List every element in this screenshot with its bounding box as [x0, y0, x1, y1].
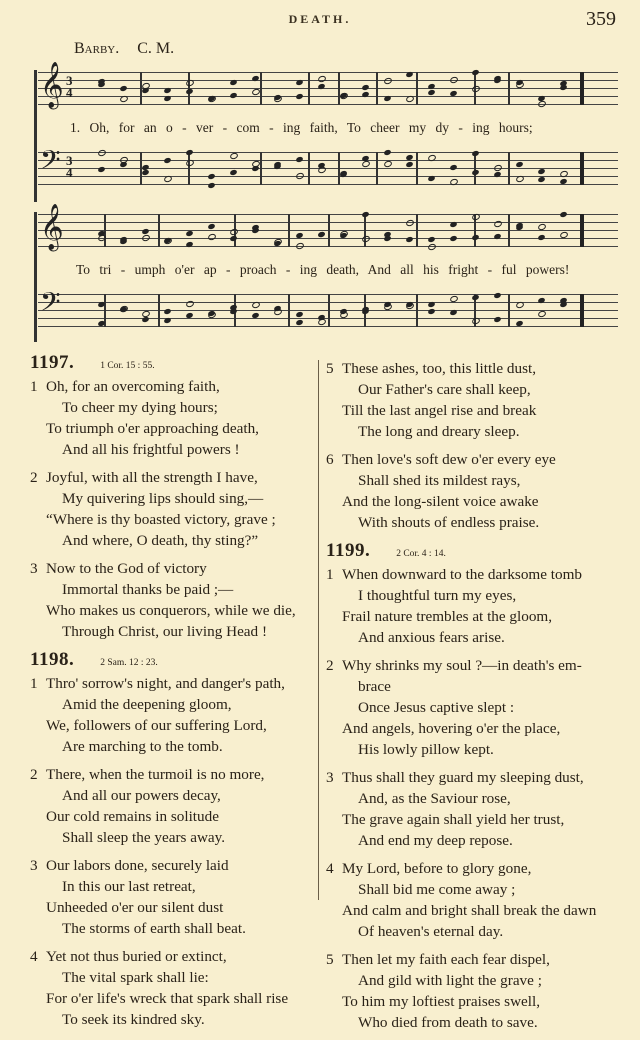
stanza-number: 3: [30, 857, 38, 874]
right-column: [326, 358, 626, 1040]
stanza: [30, 764, 316, 848]
verse-line: For o'er life's wreck that spark shall rise: [46, 990, 289, 1007]
barline: [416, 152, 418, 185]
barline: [508, 294, 510, 327]
final-barline: [580, 294, 584, 327]
barline: [158, 214, 160, 247]
note-head: [97, 149, 107, 157]
verse-line: brace: [358, 678, 391, 695]
verse-line: Of heaven's eternal day.: [358, 923, 504, 940]
note-head: [537, 168, 545, 175]
note-head: [141, 310, 151, 318]
note-head: [163, 95, 171, 102]
page-number: 359: [586, 8, 616, 30]
note-head: [361, 211, 369, 218]
note-head: [163, 237, 173, 245]
verse-line: And anxious fears arise.: [358, 629, 505, 646]
verse-line: Once Jesus captive slept :: [358, 699, 515, 716]
verse-line: Thro' sorrow's night, and danger's path,: [46, 675, 285, 692]
note-head: [119, 306, 127, 313]
note-head: [537, 176, 545, 183]
bass-staff: [38, 286, 618, 326]
column-divider: [318, 360, 319, 900]
bass-staff: [38, 144, 618, 184]
verse-line: And the long-silent voice awake: [342, 493, 539, 510]
verse-line: These ashes, too, this little dust,: [342, 360, 537, 377]
note-head: [207, 95, 217, 103]
verse-line: Joyful, with all the strength I have,: [46, 469, 258, 486]
note-head: [471, 294, 479, 301]
note-head: [185, 300, 195, 308]
barline: [308, 152, 310, 185]
note-head: [295, 319, 303, 326]
scripture-reference: 2 Sam. 12 : 23.: [100, 658, 158, 668]
barline: [260, 152, 262, 185]
verse-line: And calm and bright shall break the dawn: [342, 902, 597, 919]
note-head: [295, 242, 305, 250]
stanza: [326, 655, 626, 760]
barline: [288, 294, 290, 327]
verse-line: Immortal thanks be paid ;—: [62, 581, 234, 598]
verse-line: With shouts of endless praise.: [358, 514, 540, 531]
barline: [416, 294, 418, 327]
note-head: [449, 76, 459, 84]
note-head: [427, 89, 435, 96]
note-head: [229, 235, 237, 242]
barline: [376, 72, 378, 105]
treble-staff: [38, 62, 618, 108]
note-head: [559, 211, 567, 218]
time-signature: 3 4: [66, 153, 73, 180]
bass-clef-icon: 𝄢: [40, 286, 61, 324]
barline: [416, 214, 418, 247]
note-head: [471, 69, 479, 76]
note-head: [119, 156, 129, 164]
verse-line: Oh, for an overcoming faith,: [46, 378, 220, 395]
note-head: [229, 79, 237, 86]
stanza: [30, 467, 316, 551]
barline: [140, 72, 142, 105]
note-head: [471, 234, 479, 241]
verse-line: And end my deep repose.: [358, 832, 513, 849]
verse-line: To him my loftiest praises swell,: [342, 993, 541, 1010]
verse-line: Till the last angel rise and break: [342, 402, 537, 419]
note-head: [207, 233, 217, 241]
verse-line: The vital spark shall lie:: [62, 969, 209, 986]
barline: [328, 214, 330, 247]
note-head: [163, 87, 171, 94]
verse-line: And angels, hovering o'er the place,: [342, 720, 561, 737]
verse-line: My Lord, before to glory gone,: [342, 860, 532, 877]
stanza-number: 3: [30, 560, 38, 577]
hymn-1197: [30, 352, 316, 642]
verse-line: Why shrinks my soul ?—in death's em-: [342, 657, 582, 674]
note-head: [427, 301, 435, 308]
note-head: [185, 230, 193, 237]
note-head: [537, 234, 545, 241]
note-head: [515, 301, 525, 309]
verse-line: Then let my faith each fear dispel,: [342, 951, 550, 968]
barline: [508, 152, 510, 185]
note-head: [361, 84, 369, 91]
hymn-number: 1199.: [326, 540, 371, 561]
note-head: [471, 213, 481, 221]
note-head: [317, 75, 327, 83]
note-head: [427, 243, 437, 251]
verse-line: To seek its kindred sky.: [62, 1011, 205, 1028]
barline: [508, 72, 510, 105]
note-head: [273, 308, 283, 316]
note-head: [295, 79, 303, 86]
final-barline: [580, 214, 584, 247]
note-head: [471, 85, 481, 93]
verse-line: When downward to the darksome tomb: [342, 566, 582, 583]
verse-line: There, when the turmoil is no more,: [46, 766, 265, 783]
lyrics-line-2: To tri - umph o'er ap - proach - ing death, And all his fright - ful powers!: [76, 262, 570, 277]
hymn-1199: [326, 540, 626, 1033]
note-head: [449, 235, 457, 242]
stanza: [326, 449, 626, 533]
note-head: [229, 169, 237, 176]
treble-clef-icon: 𝄞: [40, 62, 64, 108]
note-head: [405, 236, 413, 243]
note-head: [229, 92, 237, 99]
note-head: [163, 157, 171, 164]
note-head: [295, 93, 303, 100]
note-head: [471, 169, 479, 176]
stanza-number: 4: [30, 948, 38, 965]
note-head: [383, 235, 391, 242]
hymn-1198-continued: [326, 358, 626, 533]
lyrics-line-1: 1. Oh, for an o - ver - com - ing faith, To cheer my dy - ing hours;: [70, 120, 533, 135]
stanza-number: 1: [326, 566, 334, 583]
note-head: [317, 231, 325, 238]
tune-title: [74, 40, 174, 58]
barline: [308, 72, 310, 105]
barline: [474, 152, 476, 185]
verse-line: In this our last retreat,: [62, 878, 196, 895]
verse-line: Unheeded o'er our silent dust: [46, 899, 224, 916]
stanza: [30, 376, 316, 460]
verse-line: My quivering lips should sing,—: [62, 490, 264, 507]
treble-clef-icon: 𝄞: [40, 204, 64, 250]
verse-line: Shall shed its mildest rays,: [358, 472, 521, 489]
stanza-number: 2: [30, 766, 38, 783]
barline: [338, 72, 340, 105]
verse-line: Are marching to the tomb.: [62, 738, 223, 755]
note-head: [515, 175, 525, 183]
system-bracket: [34, 212, 37, 342]
note-head: [383, 149, 391, 156]
note-head: [273, 95, 283, 103]
note-head: [405, 219, 415, 227]
verse-line: Who died from death to save.: [358, 1014, 538, 1031]
note-head: [383, 77, 393, 85]
note-head: [493, 316, 501, 323]
verse-line: Our labors done, securely laid: [46, 857, 229, 874]
note-head: [163, 175, 173, 183]
stanza: [326, 358, 626, 442]
verse-line: The long and dreary sleep.: [358, 423, 520, 440]
verse-line: Frail nature trembles at the gloom,: [342, 608, 553, 625]
time-signature: 3 4: [66, 73, 73, 100]
note-head: [405, 95, 415, 103]
note-head: [405, 302, 415, 310]
bass-clef-icon: 𝄢: [40, 144, 61, 182]
barline: [288, 214, 290, 247]
note-head: [405, 71, 413, 78]
note-head: [427, 236, 435, 243]
verse-line: Thus shall they guard my sleeping dust,: [342, 769, 584, 786]
stanza-number: 5: [326, 360, 334, 377]
verse-line: And, as the Saviour rose,: [358, 790, 511, 807]
note-head: [449, 164, 457, 171]
verse-line: And gild with light the grave ;: [358, 972, 542, 989]
note-head: [537, 310, 547, 318]
note-head: [207, 182, 215, 189]
note-head: [185, 149, 193, 156]
note-head: [449, 309, 457, 316]
stanza: [30, 855, 316, 939]
barline: [158, 294, 160, 327]
hymn-1198: [30, 649, 316, 1030]
left-column: [30, 352, 316, 1037]
verse-line: And where, O death, thy sting?”: [62, 532, 259, 549]
note-head: [185, 88, 193, 95]
verse-line: Now to the God of victory: [46, 560, 207, 577]
verse-line: To cheer my dying hours;: [62, 399, 218, 416]
note-head: [515, 161, 523, 168]
note-head: [295, 172, 305, 180]
verse-line: “Where is thy boasted victory, grave ;: [46, 511, 276, 528]
barline: [376, 152, 378, 185]
note-head: [317, 166, 327, 174]
verse-line: The grave again shall yield her trust,: [342, 811, 565, 828]
note-head: [251, 227, 259, 234]
stanza-number: 1: [30, 675, 38, 692]
note-head: [537, 100, 547, 108]
stanza-number: 2: [30, 469, 38, 486]
stanza-number: 3: [326, 769, 334, 786]
final-barline: [580, 72, 584, 105]
verse-line: And all his frightful powers !: [62, 441, 240, 458]
hymn-number: 1198.: [30, 649, 75, 670]
note-head: [383, 95, 391, 102]
note-head: [559, 301, 567, 308]
barline: [338, 152, 340, 185]
note-head: [119, 95, 129, 103]
note-head: [383, 160, 393, 168]
scripture-reference: 1 Cor. 15 : 55.: [100, 361, 155, 371]
barline: [508, 214, 510, 247]
note-head: [361, 235, 371, 243]
verse-line: Then love's soft dew o'er every eye: [342, 451, 556, 468]
note-head: [295, 311, 303, 318]
verse-line: Through Christ, our living Head !: [62, 623, 268, 640]
tune-name: Barby.: [74, 40, 120, 57]
barline: [416, 72, 418, 105]
verse-line: Shall bid me come away ;: [358, 881, 516, 898]
final-barline: [580, 152, 584, 185]
note-head: [493, 292, 501, 299]
stanza-number: 1: [30, 378, 38, 395]
tune-meter: C. M.: [137, 40, 175, 57]
running-head: DEATH.: [288, 12, 352, 26]
stanza: [326, 767, 626, 851]
verse-line: Who makes us conquerors, while we die,: [46, 602, 296, 619]
note-head: [119, 85, 127, 92]
note-head: [471, 317, 481, 325]
verse-line: Our Father's care shall keep,: [358, 381, 531, 398]
note-head: [427, 175, 435, 182]
note-head: [229, 228, 239, 236]
verse-line: To triumph o'er approaching death,: [46, 420, 259, 437]
verse-line: I thoughtful turn my eyes,: [358, 587, 517, 604]
note-head: [405, 161, 413, 168]
note-head: [229, 152, 239, 160]
note-head: [251, 301, 261, 309]
verse-line: His lowly pillow kept.: [358, 741, 494, 758]
note-head: [295, 156, 303, 163]
hymn-number: 1197.: [30, 352, 75, 373]
note-head: [427, 308, 435, 315]
verse-line: Our cold remains in solitude: [46, 808, 219, 825]
stanza: [30, 673, 316, 757]
verse-line: We, followers of our suffering Lord,: [46, 717, 267, 734]
stanza-number: 2: [326, 657, 334, 674]
barline: [188, 152, 190, 185]
note-head: [449, 221, 457, 228]
stanza: [326, 858, 626, 942]
note-head: [207, 223, 215, 230]
verse-line: The storms of earth shall beat.: [62, 920, 246, 937]
note-head: [97, 81, 105, 88]
verse-line: Amid the deepening gloom,: [62, 696, 232, 713]
system-bracket: [34, 70, 37, 202]
note-head: [471, 150, 479, 157]
note-head: [163, 317, 171, 324]
note-head: [339, 92, 349, 100]
note-head: [97, 166, 105, 173]
barline: [260, 72, 262, 105]
stanza: [326, 949, 626, 1033]
treble-staff: [38, 204, 618, 250]
verse-line: Yet not thus buried or extinct,: [46, 948, 227, 965]
stanza: [326, 564, 626, 648]
verse-line: Shall sleep the years away.: [62, 829, 226, 846]
note-head: [493, 220, 503, 228]
stanza-number: 4: [326, 860, 334, 877]
stanza: [30, 558, 316, 642]
stanza: [30, 946, 316, 1030]
barline: [328, 294, 330, 327]
verse-line: And all our powers decay,: [62, 787, 221, 804]
stanza-number: 5: [326, 951, 334, 968]
note-head: [141, 234, 151, 242]
note-head: [185, 159, 195, 167]
stanza-number: 6: [326, 451, 334, 468]
note-head: [163, 308, 171, 315]
note-head: [185, 79, 195, 87]
scripture-reference: 2 Cor. 4 : 14.: [396, 549, 446, 559]
note-head: [207, 173, 215, 180]
